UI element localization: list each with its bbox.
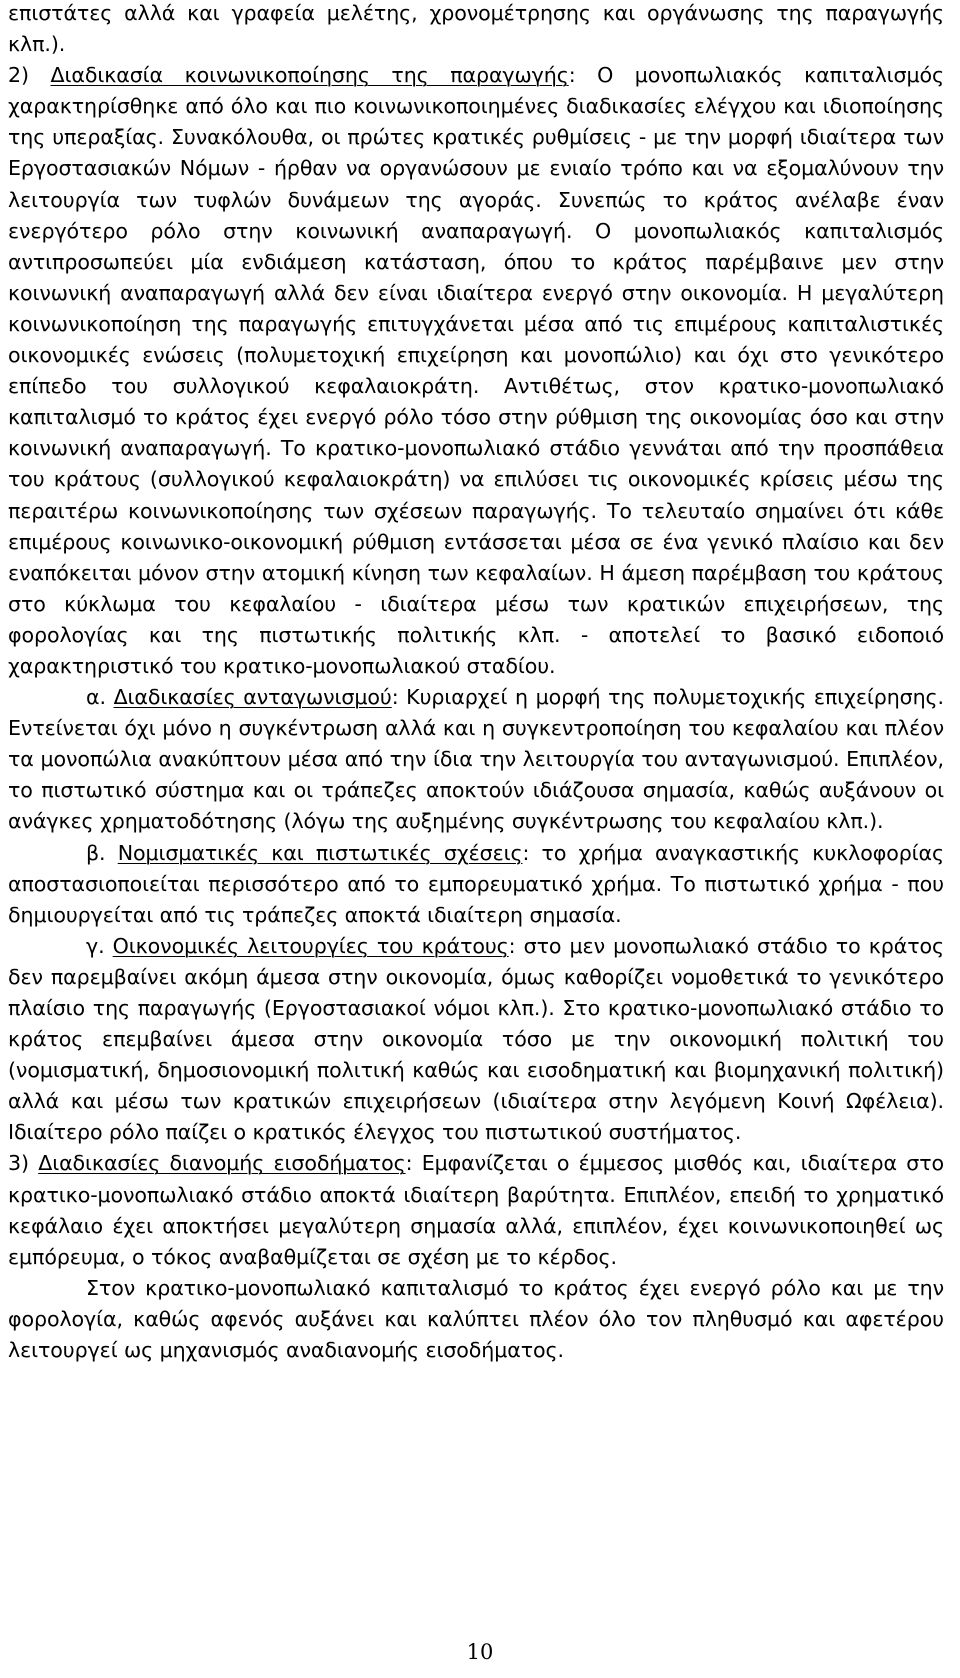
- paragraph-text: : στο μεν μονοπωλιακό στάδιο το κράτος δεν παρεμβαίνει ακόμη άμεσα στην οικονομία, όμως καθορίζει νομοθετικά το γενικότερο πλαίσιο της παραγωγής (Εργοστασιακοί νόμοι κλπ.). Στο κρατικο-μονοπωλιακό στάδιο το κράτος επεμβαίνει άμεσα στην οικονομία τόσο με την οικονομική πολιτική του (νομισματική, δημοσιονομική πολιτική καθώς και εισοδηματική και βιομηχανική πολιτική) αλλά και μέσω των κρατικών επιχειρήσεων (ιδιαίτερα στην λεγόμενη Κοινή Ωφέλεια). Ιδιαίτερο ρόλο παίζει ο κρατικός έλεγχος του πιστωτικού συστήματος.: [8, 933, 944, 1145]
- paragraph-taxation: [8, 1273, 944, 1366]
- paragraph-state-functions: [8, 931, 944, 1149]
- paragraph-socialization: [8, 60, 944, 682]
- item-number: α.: [86, 685, 114, 710]
- paragraph-continuation: [8, 0, 944, 60]
- paragraph-text: : το χρήμα αναγκαστικής κυκλοφορίας αποστασιοποιείται περισσότερο από το εμπορευματικό χρήμα. Το πιστωτικό χρήμα - που δημιουργείται από τις τράπεζες αποκτά ιδιαίτερη σημασία.: [8, 840, 945, 927]
- paragraph-monetary: [8, 838, 944, 931]
- paragraph-text: επιστάτες αλλά και γραφεία μελέτης, χρονομέτρησης και οργάνωσης της παραγωγής κλπ.).: [8, 1, 944, 57]
- section-heading: Διαδικασίες διανομής εισοδήματος: [38, 1151, 406, 1176]
- item-number: β.: [86, 840, 118, 865]
- section-heading: Διαδικασία κοινωνικοποίησης της παραγωγής: [50, 63, 569, 88]
- item-number: γ.: [86, 933, 113, 958]
- item-number: 3): [8, 1151, 39, 1176]
- paragraph-text: : Εμφανίζεται ο έμμεσος μισθός και, ιδιαίτερα στο κρατικο-μονοπωλιακό στάδιο αποκτά ιδιαίτερη βαρύτητα. Επιπλέον, επειδή το χρηματικό κεφάλαιο έχει αποκτήσει μεγαλύτερη σημασία αλλά, επιπλέον, έχει κοινωνικοποιηθεί ως εμπόρευμα, ο τόκος αναβαθμίζεται σε σχέση με το κέρδος.: [8, 1151, 944, 1269]
- body-text: [8, 0, 944, 1366]
- paragraph-text: : Κυριαρχεί η μορφή της πολυμετοχικής επιχείρησης. Εντείνεται όχι μόνο η συγκέντρωση αλλά και η συγκεντροποίηση του κεφαλαίου και πλέον τα μονοπώλια ανακύπτουν μέσα από την ίδια την λειτουργία του ανταγωνισμού. Επιπλέον, το πιστωτικό σύστημα και οι τράπεζες αποκτούν ιδιάζουσα σημασία, καθώς αυξάνουν οι ανάγκες χρηματοδότησης (λόγω της αυξημένης συγκέντρωσης του κεφαλαίου κλπ.).: [8, 685, 944, 834]
- section-heading: Νομισματικές και πιστωτικές σχέσεις: [117, 840, 523, 865]
- paragraph-competition: [8, 682, 944, 837]
- section-heading: Διαδικασίες ανταγωνισμού: [113, 685, 392, 710]
- item-number: 2): [8, 63, 51, 88]
- page-number: 10: [466, 1640, 494, 1664]
- paragraph-text: : Ο μονοπωλιακός καπιταλισμός χαρακτηρίσθηκε από όλο και πιο κοινωνικοποιημένες διαδικασίες ελέγχου και ιδιοποίησης της υπεραξίας. Συνακόλουθα, οι πρώτες κρατικές ρυθμίσεις - με την μορφή ιδιαίτερα των Εργοστασιακών Νόμων - ήρθαν να οργανώσουν με ενιαίο τρόπο και να εξομαλύνουν την λειτουργία των τυφλών δυνάμεων της αγοράς. Συνεπώς το κράτος ανέλαβε έναν ενεργότερο ρόλο στην κοινωνική αναπαραγωγή. Ο μονοπωλιακός καπιταλισμός αντιπροσωπεύει μία ενδιάμεση κατάσταση, όπου το κράτος παρέμβαινε μεν στην κοινωνική αναπαραγωγή αλλά δεν είναι ιδιαίτερα ενεργό στην οικονομία. Η μεγαλύτερη κοινωνικοποίηση της παραγωγής επιτυγχάνεται μέσα από τις επιμέρους καπιταλιστικές οικονομικές ενώσεις (πολυμετοχική επιχείρηση και μονοπώλιο) και όχι στο γενικότερο επίπεδο του συλλογικού κεφαλαιοκράτη. Αντιθέτως, στον κρατικο-μονοπωλιακό καπιταλισμό το κράτος έχει ενεργό ρόλο τόσο στην ρύθμιση της οικονομίας όσο και στην κοινωνική αναπαραγωγή. Το κρατικο-μονοπωλιακό στάδιο γεννάται από την προσπάθεια του κράτους (συλλογικού κεφαλαιοκράτη) να επιλύσει τις οικονομικές κρίσεις μέσω της περαιτέρω κοινωνικοποίησης των σχέσεων παραγωγής. Το τελευταίο σημαίνει ότι κάθε επιμέρους κοινωνικο-οικονομική ρύθμιση εντάσσεται μέσα σε ένα γενικό πλαίσιο και δεν εναπόκειται μόνον στην ατομική κίνηση των κεφαλαίων. Η άμεση παρέμβαση του κράτους στο κύκλωμα του κεφαλαίου - ιδιαίτερα μέσω των κρατικών επιχειρήσεων, της φορολογίας και της πιστωτικής πολιτικής κλπ. - αποτελεί το βασικό ειδοποιό χαρακτηριστικό του κρατικο-μονοπωλιακού σταδίου.: [8, 63, 944, 678]
- paragraph-income-distribution: [8, 1148, 944, 1272]
- section-heading: Οικονομικές λειτουργίες του κράτους: [112, 933, 509, 958]
- paragraph-text: Στον κρατικο-μονοπωλιακό καπιταλισμό το κράτος έχει ενεργό ρόλο και με την φορολογία, καθώς αφενός αυξάνει και καλύπτει πλέον όλο τον πληθυσμό και αφετέρου λειτουργεί ως μηχανισμός αναδιανομής εισοδήματος.: [8, 1275, 944, 1363]
